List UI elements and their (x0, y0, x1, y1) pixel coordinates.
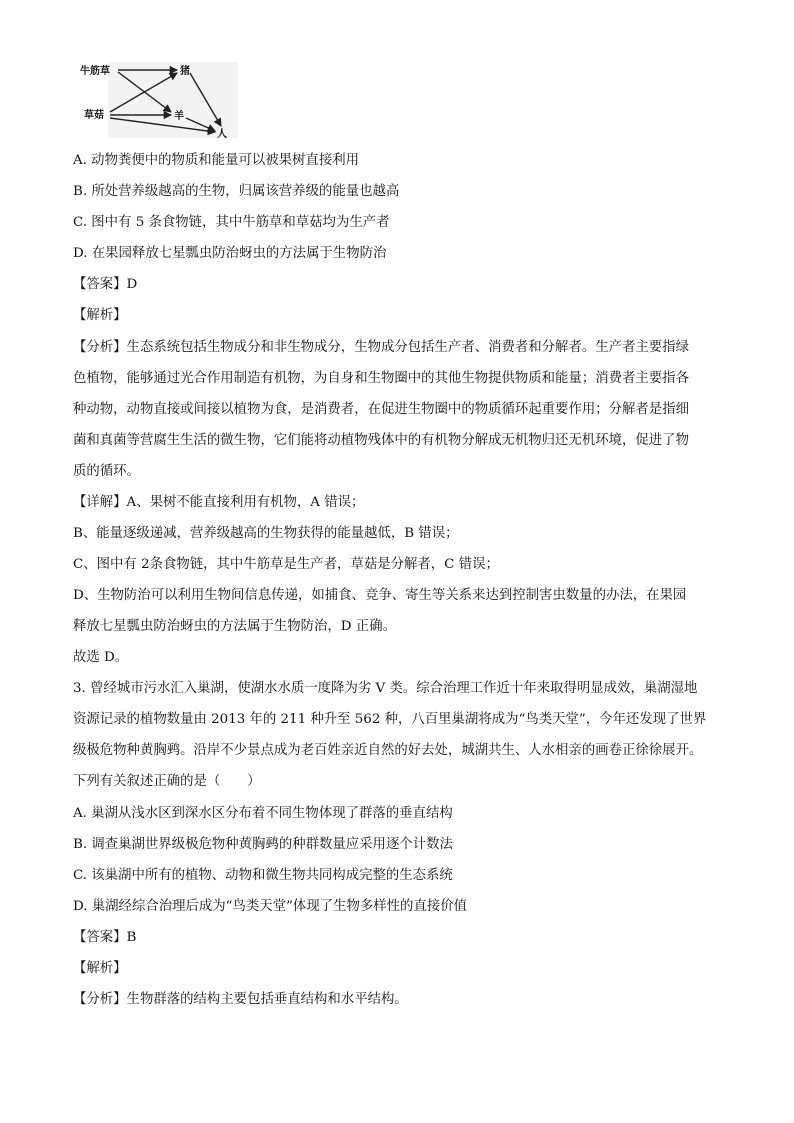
question-3-stem: 下列有关叙述正确的是（ ） (73, 774, 261, 789)
analysis-text: 【分析】生态系统包括生物成分和非生物成分，生物成分包括生产者、消费者和分解者。生产者主要指绿 (73, 340, 689, 355)
node-niujincao: 牛筋草 (80, 66, 110, 77)
detail-text: 释放七星瓢虫防治蚜虫的方法属于生物防治，D 正确。 (73, 619, 396, 634)
option-c: C. 图中有 5 条食物链，其中牛筋草和草菇均为生产者 (73, 215, 390, 230)
question-3-text: 资源记录的植物数量由 2013 年的 211 种升至 562 种，八百里巢湖将成为“鸟类天堂”，今年还发现了世界 (73, 712, 707, 727)
analysis-text: 种动物，动物直接或间接以植物为食，是消费者，在促进生物圈中的物质循环起重要作用；分解者是指细 (73, 402, 689, 417)
detail-text: 【详解】A、果树不能直接利用有机物，A 错误； (73, 495, 365, 510)
q3-option-c: C. 该巢湖中所有的植物、动物和微生物共同构成完整的生态系统 (73, 868, 453, 883)
q3-analysis-label: 【解析】 (73, 961, 127, 976)
q3-option-a: A. 巢湖从浅水区到深水区分布着不同生物体现了群落的垂直结构 (73, 806, 453, 821)
node-zhu: 猪 (180, 66, 190, 77)
option-b: B. 所处营养级越高的生物，归属该营养级的能量也越高 (73, 184, 400, 199)
option-a: A. 动物粪便中的物质和能量可以被果树直接利用 (73, 153, 359, 168)
q3-option-d: D. 巢湖经综合治理后成为“鸟类天堂”体现了生物多样性的直接价值 (73, 899, 468, 914)
q3-analysis-text: 【分析】生物群落的结构主要包括垂直结构和水平结构。 (73, 992, 408, 1007)
node-yang: 羊 (174, 111, 184, 122)
analysis-text: 质的循环。 (73, 464, 140, 479)
analysis-text: 色植物，能够通过光合作用制造有机物，为自身和生物圈中的其他生物提供物质和能量；消费者主要指各 (73, 371, 689, 386)
food-web-diagram (78, 58, 238, 142)
analysis-text: 菌和真菌等营腐生生活的微生物，它们能将动植物残体中的有机物分解成无机物归还无机环境，促进了物 (73, 433, 689, 448)
analysis-label: 【解析】 (73, 308, 127, 323)
detail-text: D、生物防治可以利用生物间信息传递，如捕食、竞争、寄生等关系来达到控制害虫数量的办法，在果园 (73, 588, 687, 603)
detail-text: B、能量逐级递减，营养级越高的生物获得的能量越低，B 错误； (73, 526, 459, 541)
option-d: D. 在果园释放七星瓢虫防治蚜虫的方法属于生物防治 (73, 246, 387, 261)
question-3-text: 3. 曾经城市污水汇入巢湖，使湖水水质一度降为劣 V 类。综合治理工作近十年来取得明显成效，巢湖湿地 (73, 681, 698, 696)
node-caogu: 草菇 (84, 110, 104, 121)
q3-answer-label: 【答案】B (73, 930, 137, 945)
detail-text: C、图中有 2条食物链，其中牛筋草是生产者，草菇是分解者，C 错误； (73, 557, 499, 572)
question-3-text: 级极危物种黄胸鹀。沿岸不少景点成为老百姓亲近自然的好去处，城湖共生、人水相亲的画卷正徐徐展开。 (73, 743, 703, 758)
q3-option-b: B. 调查巢湖世界级极危物种黄胸鹀的种群数量应采用逐个计数法 (73, 837, 453, 852)
conclusion-text: 故选 D。 (73, 650, 129, 665)
answer-label: 【答案】D (73, 277, 138, 292)
node-ren: 人 (217, 129, 227, 140)
